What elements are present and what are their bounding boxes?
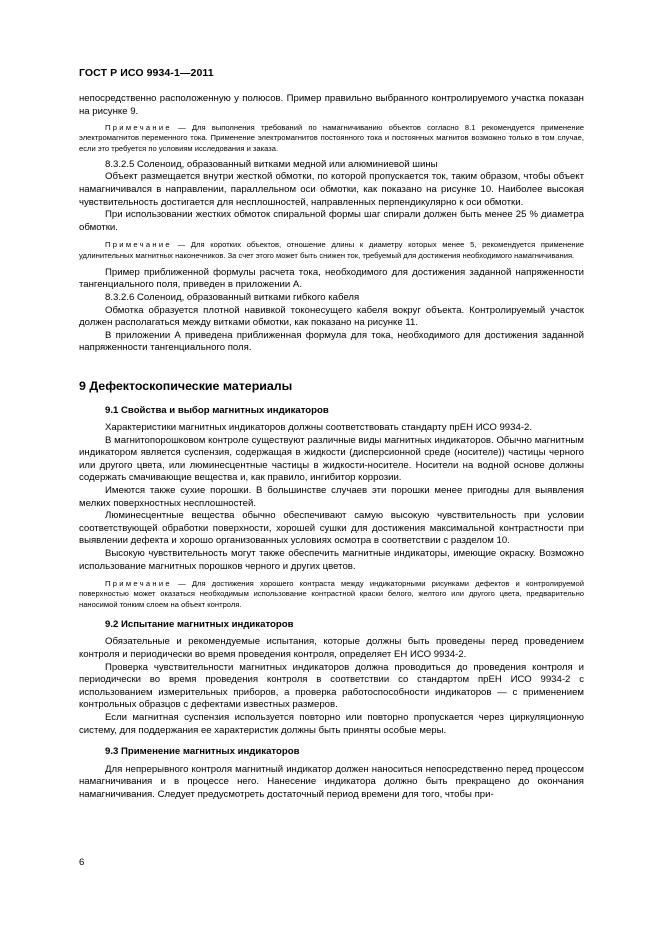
- note: [79, 579, 584, 610]
- subsection-heading: 9.3 Применение магнитных индикаторов: [105, 746, 300, 758]
- document-header: ГОСТ Р ИСО 9934-1—2011: [79, 67, 214, 79]
- note-label: Примечание: [105, 579, 172, 589]
- paragraph: При использовании жестких обмоток спиральной формы шаг спирали должен быть менее 25 % диаметра обмотки.: [79, 209, 584, 233]
- note: [79, 123, 584, 154]
- paragraph: Характеристики магнитных индикаторов должны соответствовать стандарту прЕН ИСО 9934-2.: [105, 422, 533, 434]
- paragraph: Проверка чувствительности магнитных индикаторов должна проводиться до проведения контроля и периодически во время проведения контроля в соответствии со стандартом прЕН ИСО 9934-2 с использованием измерительных приборов, а проверка работоспособности индикаторов — с применением контрольных образцов с дефектами известных размеров.: [79, 661, 584, 711]
- paragraph: Для непрерывного контроля магнитный индикатор должен наноситься непосредственно перед процессом намагничивания и в процессе него. Нанесение индикатора должно быть прекращено до окончания намагничивания. Следует предусмотреть достаточный период времени для того, чтобы при-: [79, 763, 584, 800]
- paragraph: В приложении А приведена приближенная формула для тока, необходимого для достижения заданной напряженности тангенциального поля.: [79, 329, 584, 354]
- note-text: — Для коротких объектов, отношение длины к диаметру которых менее 5, рекомендуется применение удлинительных магнитных наконечников. За счет этого может быть снижен ток, требуемый для достижения необходимого намагничивания.: [79, 240, 584, 260]
- note-label: Примечание: [105, 240, 172, 250]
- paragraph: Обязательные и рекомендуемые испытания, которые должны быть проведены перед проведением контроля и периодически во время проведения контроля, определяет ЕН ИСО 9934-2.: [79, 636, 584, 661]
- note-label: Примечание: [105, 123, 172, 133]
- paragraph: Объект размещается внутри жесткой обмотки, по которой пропускается ток, таким образом, чтобы объект намагничивался в направлении, параллельном оси обмотки, как показано на рисунке 10. Наиболее высокая чувствительность достигается для несплошностей, направленных перпендикулярно к оси обмотки.: [79, 171, 584, 208]
- paragraph: Пример приближенной формулы расчета тока, необходимого для достижения заданной напряженности тангенциального поля, приведен в приложении А.: [79, 266, 584, 291]
- subsection-title: 8.3.2.6 Соленоид, образованный витками гибкого кабеля: [105, 291, 360, 303]
- paragraph: В магнитопорошковом контроле существуют различные виды магнитных индикаторов. Обычно магнитным индикатором является суспензия, содержащая в жидкости (дисперсионной среде (носителе)) частицы черного или другого цвета, или люминесцентные частицы в жидкости-носителе. Носители на водной основе должны содержать смачивающие вещества и, как правило, ингибитор коррозии.: [79, 434, 584, 484]
- subsection-heading: 9.2 Испытание магнитных индикаторов: [105, 618, 294, 630]
- paragraph: непосредственно расположенную у полюсов. Пример правильно выбранного контролируемого участка показан на рисунке 9.: [79, 93, 584, 117]
- document-body: [79, 93, 584, 802]
- paragraph: Обмотка образуется плотной навивкой токонесущего кабеля вокруг объекта. Контролируемый участок должен располагаться между витками обмотки, как показано на рисунке 11.: [79, 304, 584, 329]
- subsection-title: 8.3.2.5 Соленоид, образованный витками медной или алюминиевой шины: [105, 158, 438, 170]
- note-text: — Для выполнения требований по намагничиванию объектов согласно 8.1 рекомендуется применение электромагнитов переменного тока. Применение электромагнитов постоянного тока и постоянных магнитов возможно только в том случае, если это требуется по условиям исследования и заказа.: [79, 123, 584, 153]
- section-heading: 9 Дефектоскопические материалы: [79, 378, 293, 393]
- note-text: — Для достижения хорошего контраста между индикаторными рисунками дефектов и контролируемой поверхностью может оказаться необходимым использование контрастной краски белого, желтого или другого цвета, предварительно наносимой тонким слоем на объект контроля.: [79, 579, 584, 609]
- paragraph: Если магнитная суспензия используется повторно или повторно пропускается через циркуляционную систему, для поддержания ее характеристик должны быть приняты особые меры.: [79, 712, 584, 736]
- note: [79, 240, 584, 260]
- paragraph: Высокую чувствительность могут также обеспечить магнитные индикаторы, имеющие окраску. Возможно использование магнитных порошков черного и других цветов.: [79, 548, 584, 572]
- paragraph: Имеются также сухие порошки. В большинстве случаев эти порошки менее пригодны для выявления мелких поверхностных несплошностей.: [79, 485, 584, 509]
- page-number: 6: [79, 857, 85, 868]
- paragraph: Люминесцентные вещества обычно обеспечивают самую высокую чувствительность при условии соответствующей обработки поверхности, хорошей сушки для достижения максимальной контрастности при выявлении дефекта и хорошо организованных условиях осмотра в соответствии с разделом 10.: [79, 510, 584, 547]
- subsection-heading: 9.1 Свойства и выбор магнитных индикаторов: [105, 404, 329, 416]
